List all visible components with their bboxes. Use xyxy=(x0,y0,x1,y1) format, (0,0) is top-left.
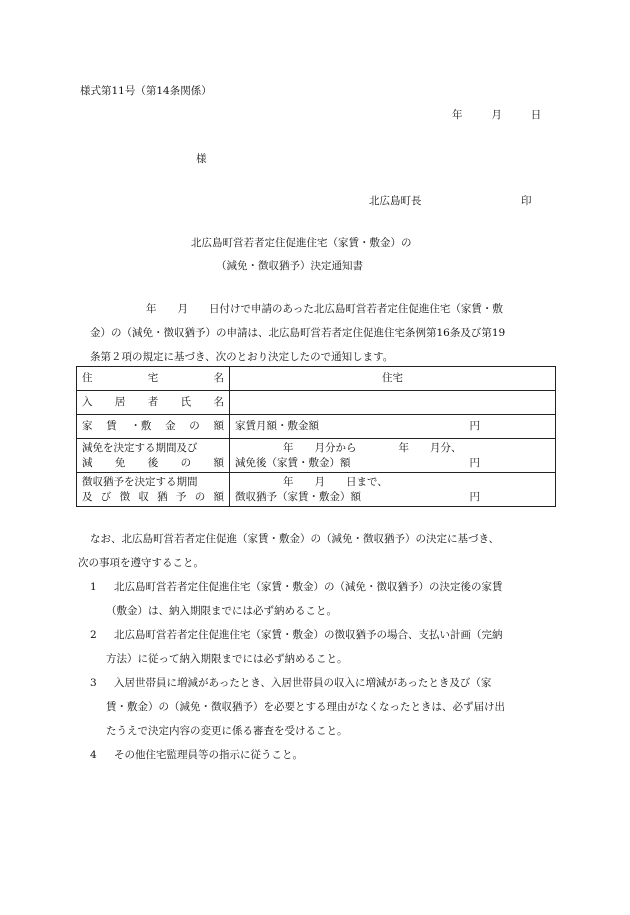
body-line-3: 条第２項の規定に基づき、次のとおり決定したので通知します。 xyxy=(90,351,394,363)
table-row xyxy=(77,439,556,473)
notes-section xyxy=(78,527,566,767)
list-item-continuation: たうえで決定内容の変更に係る審査を受けること。 xyxy=(106,725,348,737)
list-item: 3 入居世帯員に増減があったとき、入居世帯員の収入に増減があったとき及び（家 xyxy=(90,677,492,689)
seal-mark: 印 xyxy=(521,195,532,207)
date-line xyxy=(452,110,541,121)
value-resident-name xyxy=(230,391,556,415)
list-item-continuation: （敷金）は、納入期限までには必ず納めること。 xyxy=(106,605,337,617)
value-deferral: 年 月 日まで、 徴収猶予（家賃・敷金）額 円 xyxy=(230,473,556,507)
label-housing-name: 住 宅 名 xyxy=(77,367,230,391)
issuer-name: 北広島町長 xyxy=(369,195,422,207)
table-row xyxy=(77,391,556,415)
body-paragraph xyxy=(90,297,560,369)
label-resident-name: 入 居 者 氏 名 xyxy=(77,391,230,415)
list-item: 1 北広島町営若者定住促進住宅（家賃・敷金）の（減免・徴収猶予）の決定後の家賃 xyxy=(90,581,503,593)
body-line-2: 金）の（減免・徴収猶予）の申請は、北広島町営若者定住促進住宅条例第16条及び第19 xyxy=(90,327,506,339)
value-rent-amount: 家賃月額・敷金額 円 xyxy=(230,415,556,439)
date-day: 日 xyxy=(530,109,542,121)
body-line-1: 年 月 日付けで申請のあった北広島町営若者定住促進住宅（家賃・敷 xyxy=(146,303,503,315)
value-housing: 住宅 xyxy=(230,367,556,391)
value-reduction: 年 月分から 年 月分、 減免後（家賃・敷金）額 円 xyxy=(230,439,556,473)
list-item-continuation: 賃・敷金）の（減免・徴収猶予）を必要とする理由がなくなったときは、必ず届け出 xyxy=(106,701,505,713)
date-year: 年 xyxy=(452,109,463,121)
list-item: 4 その他住宅監理員等の指示に従うこと。 xyxy=(90,749,303,761)
label-reduction-period: 減免を決定する期間及び 減 免 後 の 額 xyxy=(77,439,230,473)
notes-intro-1: なお、北広島町営若者定住促進（家賃・敷金）の（減免・徴収猶予）の決定に基づき、 xyxy=(90,533,500,545)
table-row xyxy=(77,473,556,507)
date-month: 月 xyxy=(491,109,502,121)
form-number: 様式第11号（第14条関係） xyxy=(80,85,212,97)
list-item: 2 北広島町営若者定住促進住宅（家賃・敷金）の徴収猶予の場合、支払い計画（完納 xyxy=(90,629,503,641)
table-row xyxy=(77,367,556,391)
document-title-line2: （減免・徴収猶予）決定通知書 xyxy=(216,260,363,272)
decision-table xyxy=(76,366,556,507)
document-title-line1: 北広島町営若者定住促進住宅（家賃・敷金）の xyxy=(191,237,412,249)
label-deferral-period: 徴収猶予を決定する期間 及 び 徴 収 猶 予 の 額 xyxy=(77,473,230,507)
list-item-continuation: 方法）に従って納入期限までには必ず納めること。 xyxy=(106,653,348,665)
label-rent-amount: 家 賃 ・敷 金 の 額 xyxy=(77,415,230,439)
table-row xyxy=(77,415,556,439)
recipient-suffix: 様 xyxy=(196,153,207,165)
notes-intro-2: 次の事項を遵守すること。 xyxy=(78,557,204,569)
